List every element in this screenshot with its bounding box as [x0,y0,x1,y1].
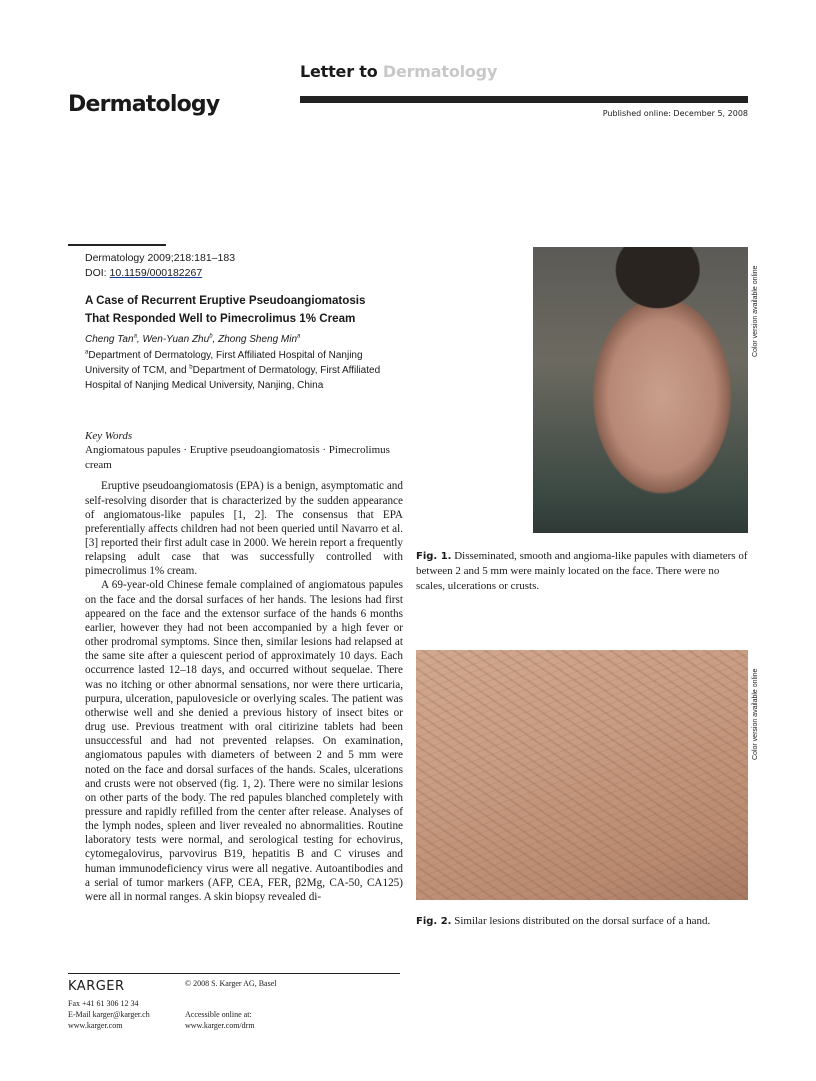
published-date: Published online: December 5, 2008 [602,109,748,118]
author: Wen-Yuan Zhu [142,334,210,345]
aff-mark: b [209,333,213,340]
website: www.karger.com [68,1021,123,1030]
author: Zhong Sheng Min [218,334,298,345]
affiliation-a: Department of Dermatology, First Affiliated Hospital of Nanjing University of TCM, and [85,350,363,376]
author: Cheng Tan [85,334,134,345]
access-url: www.karger.com/drm [185,1021,255,1030]
publisher-logo: KARGER [68,979,125,994]
aff-mark: a [297,333,301,340]
journal-citation: Dermatology 2009;218:181–183 [85,252,236,264]
page-footer [68,973,400,1043]
paragraph: A 69-year-old Chinese female complained of angiomatous papules on the face and the dorsal surfaces of her hands. The lesions had first appeared on the face and the extensor surface of the hands 6 months earlier, however they had not been accompanied by a high fever or other prodromal symptoms. Since then, similar lesions had relapsed at the same site after a quiescent period of approximately 10 days. Each occurrence lasted 12–18 days, and occurred without sequelae. There was no itching or other abnormal sensations, nor were there urticaria, purpura, ulceration, papulovesicle or overlying scales. The patient was otherwise well and she denied a previous history of insect bites or drug use. Previous treatment with oral citirizine tablets had been unsuccessful and had not prevented relapses. On examination, angiomatous papules with diameters of between 2 and 5 mm were noted on the face and dorsal surfaces of the hands. Scales, ulcerations and crusts were not observed (fig. 1, 2). There were no similar lesions on other parts of the body. The red papules blanched completely with pressure and rapidly refilled from the center after release. Analyses of the lymph nodes, spleen and liver revealed no abnormalities. Routine laboratory tests were normal, and serological testing for echovirus, cytomegalovirus, parvovirus B19, hepatitis B and C viruses and human immunodeficiency virus were all negative. Autoantibodies and a serial of tumor markers (AFP, CEA, FER, β2Mg, CA-50, CA125) were all in normal ranges. A skin biopsy revealed di- [85,579,403,903]
figure-1-face-photo [533,247,748,533]
section-journal: Dermatology [382,62,498,81]
divider [68,244,166,246]
title-line: A Case of Recurrent Eruptive Pseudoangiomatosis [85,294,366,307]
title-line: That Responded Well to Pimecrolimus 1% Cream [85,312,356,325]
paragraph: Eruptive pseudoangiomatosis (EPA) is a benign, asymptomatic and self-resolving disorder that is characterized by the sudden appearance of angiomatous-like papules [1, 2]. The consensus that EPA preferentially affects children had not been queried until Navarro et al. [3] reported their first adult case in 2000. We herein report a frequently relapsing adult case that was successfully controlled with pimecrolimus 1% cream. [85,480,403,578]
figure-label: Fig. 1. [416,551,452,562]
access-label: Accessible online at: [185,1010,252,1019]
aff-mark: a [85,349,89,356]
figure-label: Fig. 2. [416,916,452,927]
article-body [85,479,403,904]
section-prefix: Letter to [300,62,378,81]
article-title [85,292,403,328]
citation [85,251,403,281]
key-words: Angiomatous papules · Eruptive pseudoangiomatosis · Pimecrolimus cream [85,444,390,471]
figure-1-caption [416,549,749,593]
doi-label: DOI: [85,267,110,279]
email: E-Mail karger@karger.ch [68,1010,150,1019]
key-words-heading: Key Words [85,430,133,443]
header-bar [300,96,748,103]
left-column [85,251,403,904]
copyright: © 2008 S. Karger AG, Basel [185,979,277,988]
publisher-contact [68,998,150,1031]
affiliation-b: Department of Dermatology, First Affiliated Hospital of Nanjing Medical University, Nanjing, China [85,364,381,391]
journal-logo: Dermatology [68,92,220,117]
section-heading [300,62,497,81]
caption-text: Disseminated, smooth and angioma-like papules with diameters of between 2 and 5 mm were mainly located on the face. There were no scales, ulcerations or crusts. [416,550,748,592]
figure-2-hand-photo [416,650,748,900]
footer-divider [68,973,400,974]
aff-mark: b [189,364,193,371]
doi-link[interactable]: 10.1159/000182267 [109,267,203,279]
fax: Fax +41 61 306 12 34 [68,999,139,1008]
color-version-note: Color version available online [752,265,759,357]
online-access [185,1009,255,1031]
caption-text: Similar lesions distributed on the dorsal surface of a hand. [451,915,711,927]
figure-2-caption [416,914,749,929]
aff-mark: a [133,333,137,340]
color-version-note: Color version available online [752,668,759,760]
authors: Cheng Tan$^a$, Wen-Yuan Zhu$^b$, Zhong Sheng Min$^a$ [85,333,301,345]
affiliations [85,349,403,393]
